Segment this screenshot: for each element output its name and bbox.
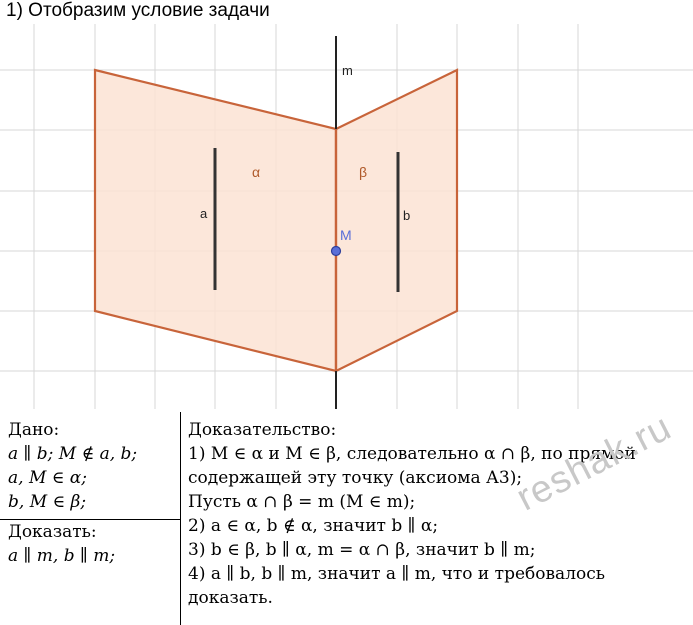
proof-line: 3) b ∈ β, b ∥ α, m = α ∩ β, значит b ∥ m; — [188, 540, 536, 560]
column-divider — [180, 412, 181, 625]
proof-line: Пусть α ∩ β = m (M ∈ m); — [188, 492, 416, 512]
label-beta: β — [359, 164, 368, 180]
given-section — [8, 418, 180, 568]
label-b: b — [403, 208, 411, 223]
given-title: Дано: — [8, 420, 60, 440]
given-line: a, M ∈ α; — [8, 468, 87, 488]
label-m: m — [342, 63, 353, 78]
watermark: reshak.ru — [510, 405, 679, 520]
point-m — [332, 247, 341, 256]
proof-line: 4) a ∥ b, b ∥ m, значит a ∥ m, что и требовалось — [188, 564, 605, 584]
given-line: a ∥ b; M ∉ a, b; — [8, 444, 138, 464]
proof-line: доказать. — [188, 588, 273, 608]
prove-line: a ∥ m, b ∥ m; — [8, 546, 116, 566]
proof-line: 1) M ∈ α и M ∈ β, следовательно α ∩ β, по прямой — [188, 444, 636, 464]
label-point-m: M — [340, 227, 352, 243]
proof-line: 2) a ∈ α, b ∉ α, значит b ∥ α; — [188, 516, 439, 536]
geometry-figure — [0, 24, 693, 409]
given-line: b, M ∈ β; — [8, 492, 87, 512]
label-a: a — [200, 206, 208, 221]
heading: 1) Отобразим условие задачи — [6, 0, 270, 21]
proof-title: Доказательство: — [188, 420, 337, 440]
label-alpha: α — [252, 164, 261, 180]
proof-line: содержащей эту точку (аксиома А3); — [188, 468, 523, 488]
prove-title: Доказать: — [8, 522, 97, 542]
